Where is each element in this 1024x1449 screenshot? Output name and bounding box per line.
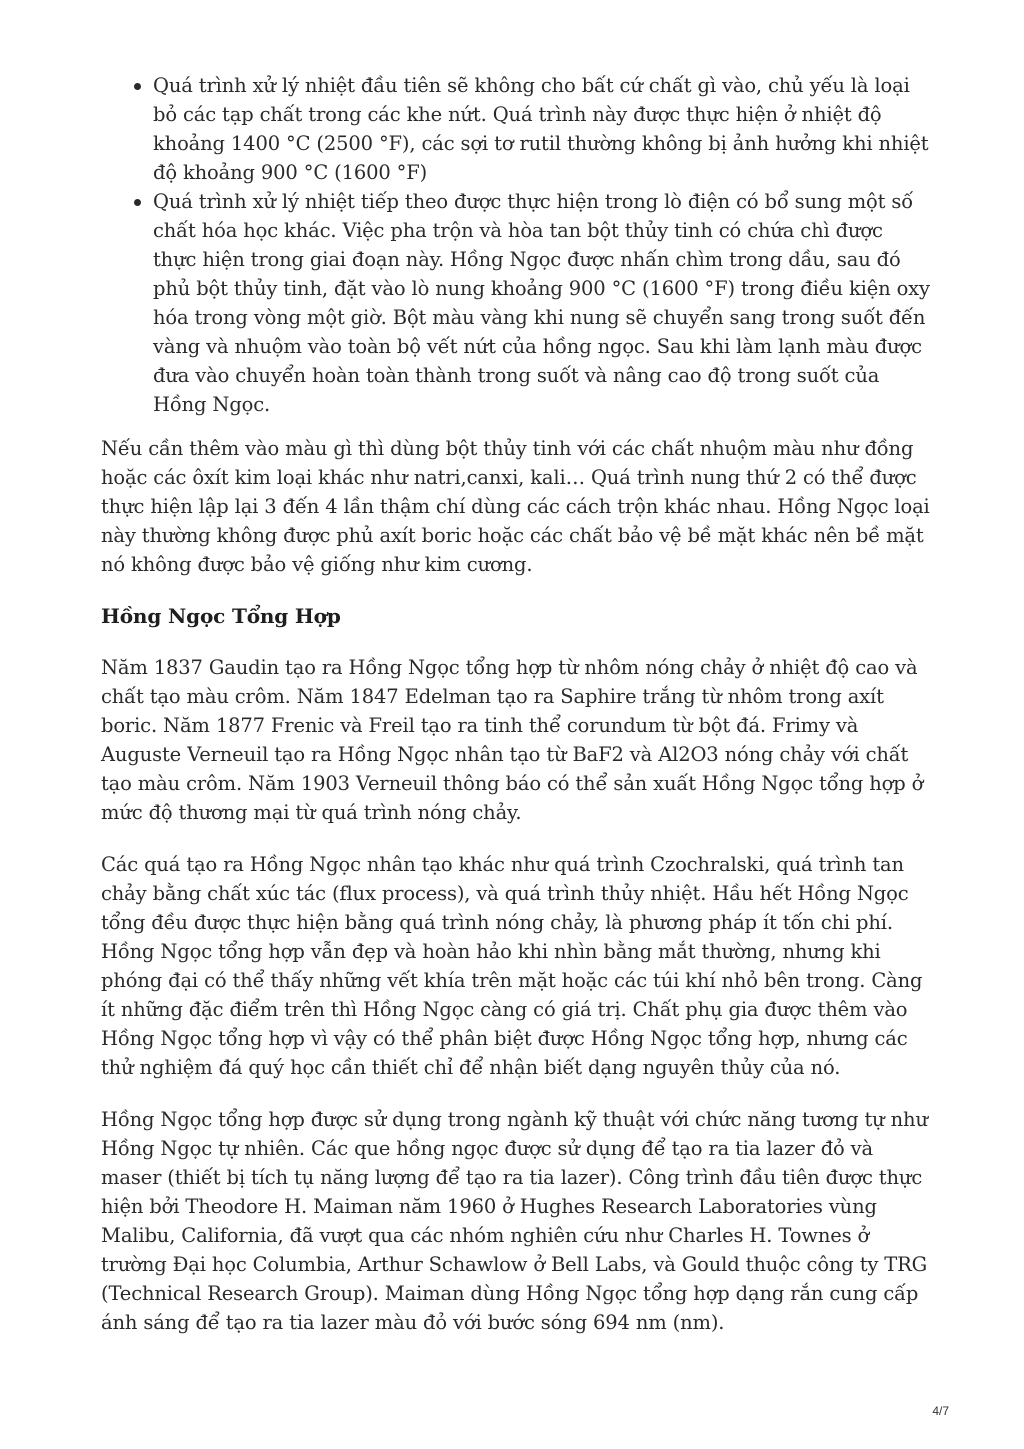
paragraph-processes: Các quá tạo ra Hồng Ngọc nhân tạo khác như quá trình Czochralski, quá trình tan chảy bằng chất xúc tác (flux process), và quá trình thủy nhiệt. Hầu hết Hồng Ngọc tổng đều được thực hiện bằng quá trình nóng chảy, là phương pháp ít tốn chi phí. Hồng Ngọc tổng hợp vẫn đẹp và hoàn hảo khi nhìn bằng mắt thường, nhưng khi phóng đại có thể thấy những vết khía trên mặt hoặc các túi khí nhỏ bên trong. Càng ít những đặc điểm trên thì Hồng Ngọc càng có giá trị. Chất phụ gia được thêm vào Hồng Ngọc tổng hợp vì vậy có thể phân biệt được Hồng Ngọc tổng hợp, nhưng các thử nghiệm đá quý học cần thiết chỉ để nhận biết dạng nguyên thủy của nó. xyxy=(101,853,923,1079)
document-body xyxy=(101,71,931,1360)
paragraph-coloring: Nếu cần thêm vào màu gì thì dùng bột thủy tinh với các chất nhuộm màu như đồng hoặc các ôxít kim loại khác như natri,canxi, kali… Quá trình nung thứ 2 có thể được thực hiện lập lại 3 đến 4 lần thậm chí dùng các cách trộn khác nhau. Hồng Ngọc loại này thường không được phủ axít boric hoặc các chất bảo vệ bề mặt khác nên bề mặt nó không được bảo vệ giống như kim cương. xyxy=(101,437,930,576)
list-item: Quá trình xử lý nhiệt tiếp theo được thực hiện trong lò điện có bổ sung một số chất hóa học khác. Việc pha trộn và hòa tan bột thủy tinh có chứa chì được thực hiện trong giai đoạn này. Hồng Ngọc được nhấn chìm trong dầu, sau đó phủ bột thủy tinh, đặt vào lò nung khoảng 900 °C (1600 °F) trong điều kiện oxy hóa trong vòng một giờ. Bột màu vàng khi nung sẽ chuyển sang trong suốt đến vàng và nhuộm vào toàn bộ vết nứt của hồng ngọc. Sau khi làm lạnh màu được đưa vào chuyển hoàn toàn thành trong suốt và nâng cao độ trong suốt của Hồng Ngọc. xyxy=(153,187,931,419)
section-heading: Hồng Ngọc Tổng Hợp xyxy=(101,604,341,628)
paragraph-history: Năm 1837 Gaudin tạo ra Hồng Ngọc tổng hợp từ nhôm nóng chảy ở nhiệt độ cao và chất tạo màu crôm. Năm 1847 Edelman tạo ra Saphire trắng từ nhôm trong axít boric. Năm 1877 Frenic và Freil tạo ra tinh thể corundum từ bột đá. Frimy và Auguste Verneuil tạo ra Hồng Ngọc nhân tạo từ BaF2 và Al2O3 nóng chảy với chất tạo màu crôm. Năm 1903 Verneuil thông báo có thể sản xuất Hồng Ngọc tổng hợp ở mức độ thương mại từ quá trình nóng chảy. xyxy=(101,656,924,824)
page-number: 4/7 xyxy=(932,1404,949,1418)
list-item: Quá trình xử lý nhiệt đầu tiên sẽ không cho bất cứ chất gì vào, chủ yếu là loại bỏ các tạp chất trong các khe nứt. Quá trình này được thực hiện ở nhiệt độ khoảng 1400 °C (2500 °F), các sợi tơ rutil thường không bị ảnh hưởng khi nhiệt độ khoảng 900 °C (1600 °F) xyxy=(153,71,931,187)
paragraph-applications: Hồng Ngọc tổng hợp được sử dụng trong ngành kỹ thuật với chức năng tương tự như Hồng Ngọc tự nhiên. Các que hồng ngọc được sử dụng để tạo ra tia lazer đỏ và maser (thiết bị tích tụ năng lượng để tạo ra tia lazer). Công trình đầu tiên được thực hiện bởi Theodore H. Maiman năm 1960 ở Hughes Research Laboratories vùng Malibu, California, đã vượt qua các nhóm nghiên cứu như Charles H. Townes ở trường Đại học Columbia, Arthur Schawlow ở Bell Labs, và Gould thuộc công ty TRG (Technical Research Group). Maiman dùng Hồng Ngọc tổng hợp dạng rắn cung cấp ánh sáng để tạo ra tia lazer màu đỏ với bước sóng 694 nm (nm). xyxy=(101,1108,928,1334)
heat-treatment-list xyxy=(101,71,931,419)
